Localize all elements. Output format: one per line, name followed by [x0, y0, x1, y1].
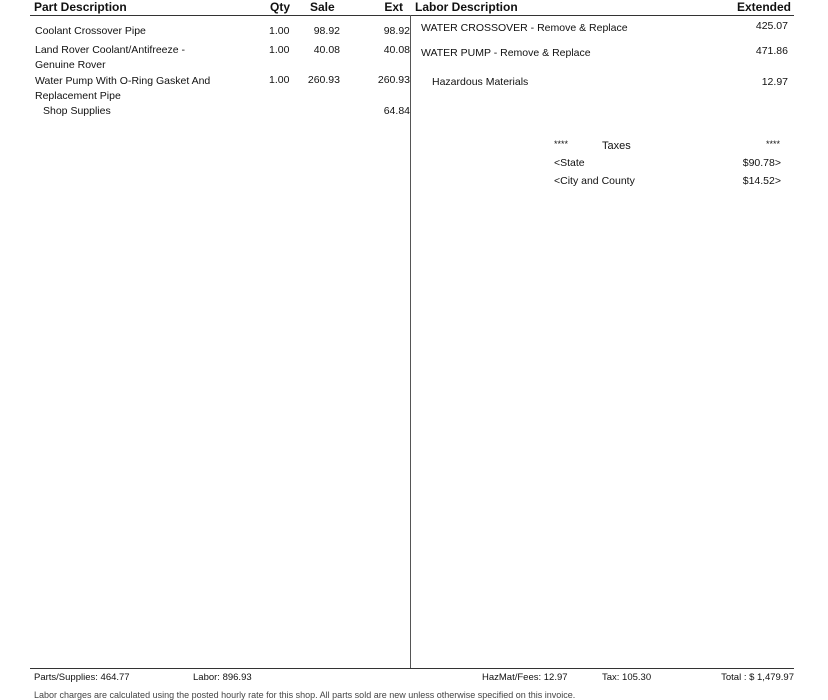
tax-label-city-county: <City and County: [554, 175, 635, 187]
taxes-title: Taxes: [602, 140, 631, 152]
part-qty: 1.00: [269, 44, 290, 56]
shop-supplies-label: Shop Supplies: [43, 105, 111, 117]
taxes-stars-left: ****: [554, 139, 569, 149]
tax-value-city-county: $14.52>: [742, 175, 781, 187]
header-sale: Sale: [310, 0, 335, 14]
tax-label-state: <State: [554, 157, 585, 169]
tax-value-state: $90.78>: [742, 157, 781, 169]
part-description: Land Rover Coolant/Antifreeze -: [35, 44, 185, 56]
part-description: Coolant Crossover Pipe: [35, 25, 146, 37]
labor-extended: 425.07: [755, 20, 788, 32]
column-divider: [410, 15, 411, 668]
part-qty: 1.00: [269, 74, 290, 86]
footer-rule: [30, 668, 794, 669]
part-qty: 1.00: [269, 25, 290, 37]
footer-hazmat: HazMat/Fees: 12.97: [482, 672, 568, 683]
footer-tax: Tax: 105.30: [602, 672, 652, 683]
part-ext: 98.92: [383, 25, 410, 37]
cutoff-disclaimer: Labor charges are calculated using the posted hourly rate for this shop. All parts sold are new unless otherwise specified on this invoice.: [34, 690, 576, 700]
header-labor-description: Labor Description: [415, 0, 518, 14]
taxes-stars-right: ****: [765, 139, 780, 149]
labor-description: Hazardous Materials: [432, 76, 529, 88]
labor-description: WATER CROSSOVER - Remove & Replace: [421, 22, 628, 34]
part-sale: 98.92: [313, 25, 340, 37]
part-sale: 260.93: [307, 74, 340, 86]
header-rule: [30, 15, 794, 16]
footer-labor: Labor: 896.93: [193, 672, 252, 683]
header-part-description: Part Description: [34, 0, 127, 14]
shop-supplies-ext: 64.84: [383, 105, 410, 117]
labor-extended: 471.86: [755, 45, 788, 57]
part-description: Water Pump With O-Ring Gasket And: [35, 75, 211, 87]
header-qty: Qty: [270, 0, 291, 14]
part-sale: 40.08: [313, 44, 340, 56]
part-ext: 260.93: [377, 74, 410, 86]
labor-description: WATER PUMP - Remove & Replace: [421, 47, 591, 59]
part-description-cont: Genuine Rover: [35, 59, 106, 71]
labor-extended: 12.97: [761, 76, 788, 88]
footer-parts-supplies: Parts/Supplies: 464.77: [34, 672, 130, 683]
header-extended: Extended: [736, 0, 791, 14]
part-ext: 40.08: [383, 44, 410, 56]
header-ext: Ext: [384, 0, 403, 14]
part-description-cont: Replacement Pipe: [35, 90, 121, 102]
footer-total: Total : $ 1,479.97: [721, 672, 794, 683]
